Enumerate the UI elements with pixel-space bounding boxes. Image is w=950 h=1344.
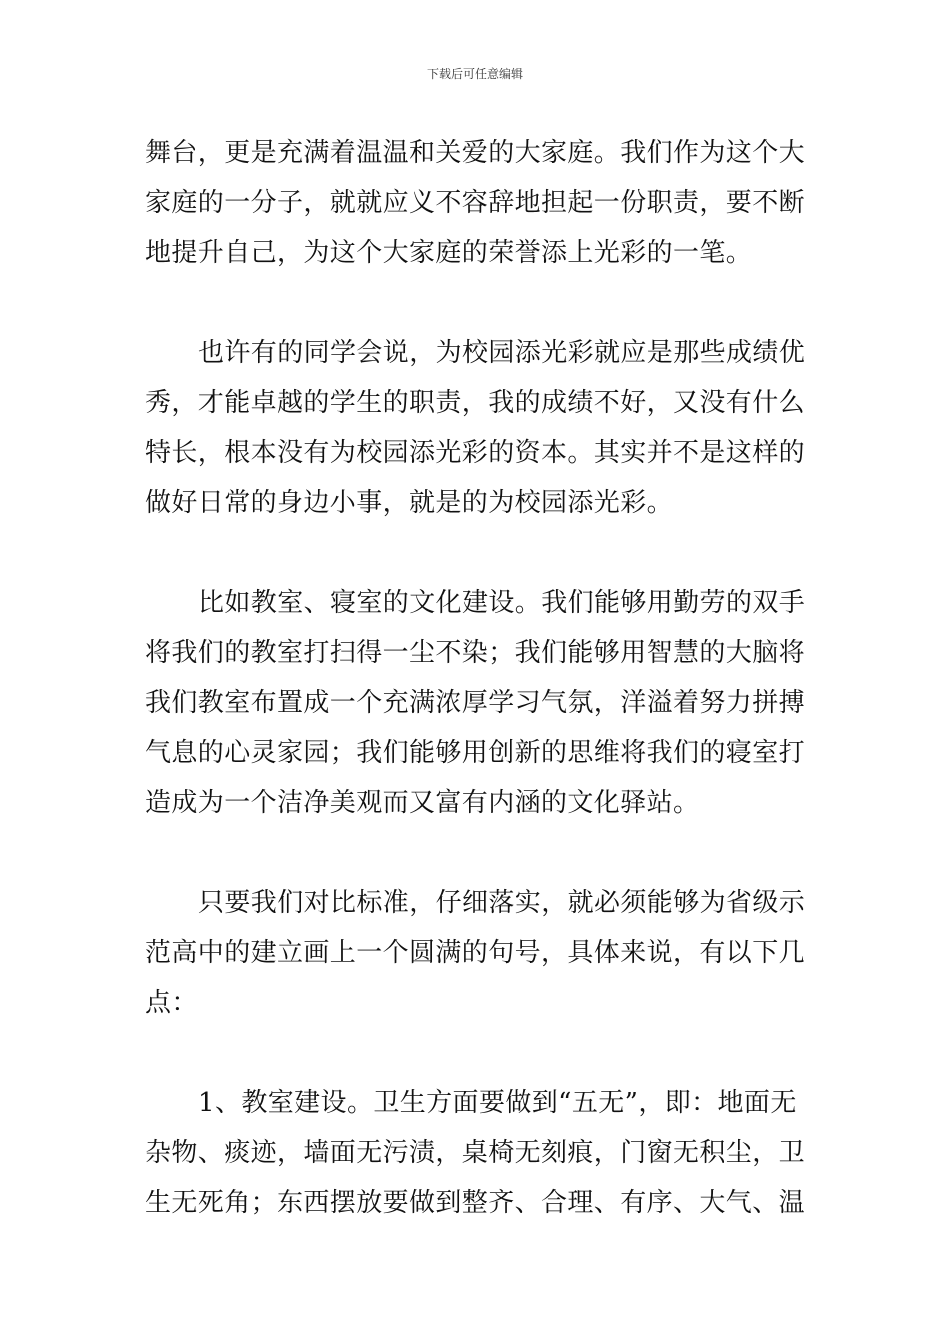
- paragraph: [145, 878, 805, 1028]
- text-line: 地提升自己，为这个大家庭的荣誉添上光彩的一笔。: [145, 238, 753, 268]
- text-line: 舞台，更是充满着温温和关爱的大家庭。我们作为这个大: [145, 138, 806, 168]
- text-line: 我们教室布置成一个充满浓厚学习气氛，洋溢着努力拼搏: [145, 688, 806, 718]
- text-line: 点：: [145, 988, 198, 1018]
- paragraph-spacer: [145, 1028, 805, 1078]
- text-line: 家庭的一分子，就就应义不容辞地担起一份职责，要不断: [145, 188, 806, 218]
- text-line: 气息的心灵家园；我们能够用创新的思维将我们的寝室打: [145, 738, 806, 768]
- text-line: 杂物、痰迹，墙面无污渍，桌椅无刻痕，门窗无积尘，卫: [145, 1138, 806, 1168]
- text-line: 只要我们对比标准，仔细落实，就必须能够为省级示: [198, 888, 806, 918]
- paragraph: [145, 128, 805, 278]
- document-body: [145, 128, 805, 1228]
- text-line: 也许有的同学会说，为校园添光彩就应是那些成绩优: [198, 338, 806, 368]
- text-line: 做好日常的身边小事，就是的为校园添光彩。: [145, 488, 674, 518]
- text-line: 将我们的教室打扫得一尘不染；我们能够用智慧的大脑将: [145, 638, 806, 668]
- text-line: 1、教室建设。卫生方面要做到“五无”，即：地面无: [198, 1088, 797, 1118]
- page-header: 下载后可任意编辑: [426, 67, 523, 81]
- paragraph-spacer: [145, 278, 805, 328]
- paragraph-spacer: [145, 528, 805, 578]
- paragraph-spacer: [145, 828, 805, 878]
- paragraph: [145, 578, 805, 828]
- paragraph: [145, 1078, 805, 1228]
- text-line: 秀，才能卓越的学生的职责，我的成绩不好，又没有什么: [145, 388, 806, 418]
- text-line: 特长，根本没有为校园添光彩的资本。其实并不是这样的: [145, 438, 806, 468]
- text-line: 范高中的建立画上一个圆满的句号，具体来说，有以下几: [145, 938, 806, 968]
- text-line: 生无死角；东西摆放要做到整齐、合理、有序、大气、温: [145, 1188, 806, 1218]
- text-line: 造成为一个洁净美观而又富有内涵的文化驿站。: [145, 788, 700, 818]
- text-line: 比如教室、寝室的文化建设。我们能够用勤劳的双手: [198, 588, 806, 618]
- paragraph: [145, 328, 805, 528]
